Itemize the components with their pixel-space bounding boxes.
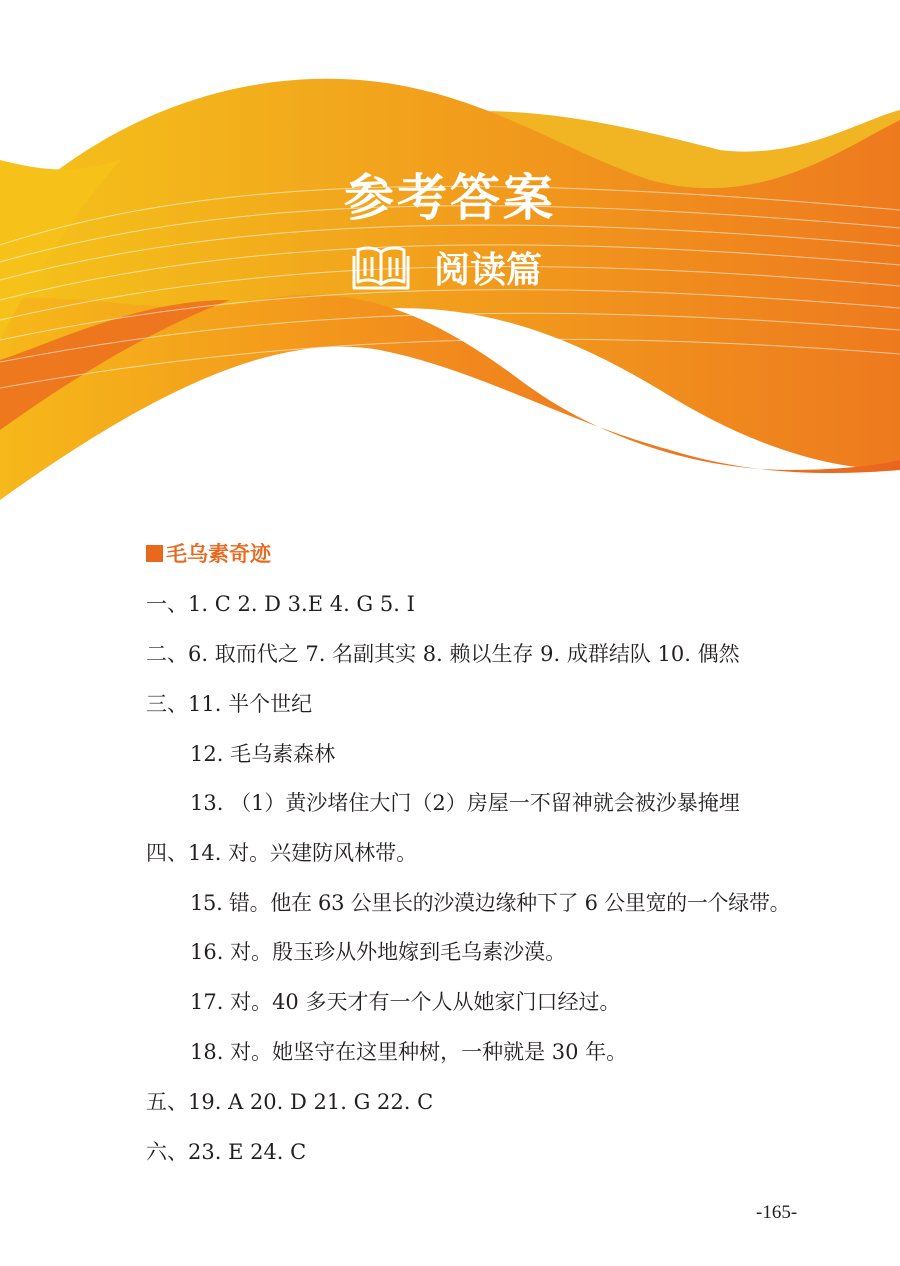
open-book-icon — [352, 244, 410, 290]
answer-line: 三、11. 半个世纪 — [146, 692, 313, 716]
answer-line: 五、19. A 20. D 21. G 22. C — [146, 1090, 434, 1114]
answer-line: 四、14. 对。兴建防风林带。 — [146, 841, 418, 865]
section-heading — [146, 538, 271, 568]
answer-line: 13. （1）黄沙堵住大门（2）房屋一不留神就会被沙暴掩埋 — [190, 791, 740, 815]
page-number: -165- — [756, 1202, 798, 1223]
answer-line: 12. 毛乌素森林 — [190, 742, 336, 766]
page-title: 参考答案 — [344, 169, 556, 227]
subtitle-row — [352, 242, 542, 292]
square-bullet-icon — [146, 545, 163, 562]
page-subtitle: 阅读篇 — [434, 249, 543, 291]
answer-line: 16. 对。殷玉珍从外地嫁到毛乌素沙漠。 — [190, 940, 567, 964]
answer-line: 18. 对。她坚守在这里种树，一种就是 30 年。 — [190, 1040, 628, 1064]
section-title: 毛乌素奇迹 — [166, 542, 271, 566]
answer-line: 二、6. 取而代之 7. 名副其实 8. 赖以生存 9. 成群结队 10. 偶然 — [146, 642, 740, 666]
answer-line: 17. 对。40 多天才有一个人从她家门口经过。 — [190, 990, 621, 1014]
answer-line: 一、1. C 2. D 3.E 4. G 5. I — [146, 592, 415, 616]
answer-line: 六、23. E 24. C — [146, 1140, 307, 1164]
answer-line: 15. 错。他在 63 公里长的沙漠边缘种下了 6 公里宽的一个绿带。 — [190, 891, 791, 915]
